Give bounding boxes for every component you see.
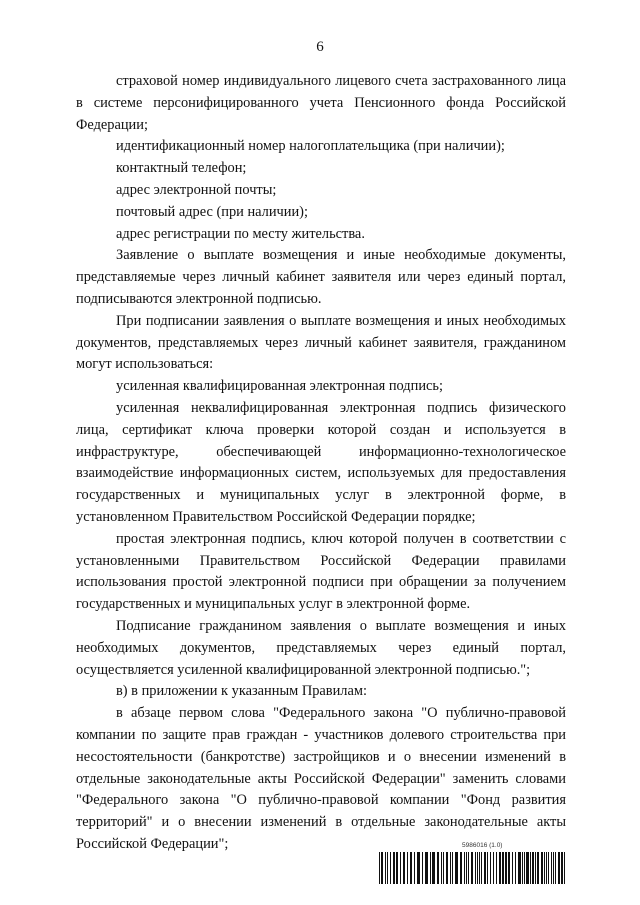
barcode-bar: [535, 852, 536, 884]
barcode-bar: [530, 852, 531, 884]
barcode-bar: [468, 852, 469, 884]
barcode-bar: [553, 852, 554, 884]
barcode-bar: [422, 852, 423, 884]
barcode-bar: [532, 852, 534, 884]
barcode-bar: [450, 852, 451, 884]
paragraph-inn: идентификационный номер налогоплательщика (при наличии);: [116, 138, 505, 155]
barcode-bar: [564, 852, 565, 884]
barcode-bar: [490, 852, 491, 884]
barcode-bar: [502, 852, 504, 884]
barcode-bar: [551, 852, 552, 884]
barcode-bar: [410, 852, 412, 884]
barcode-bar: [425, 852, 428, 884]
barcode-bar: [396, 852, 398, 884]
barcode-bar: [512, 852, 513, 884]
barcode-block: [378, 842, 568, 890]
paragraph-unqualified-signature: усиленная неквалифицированная электронная подпись физического лица, сертификат ключа проверки которой создан и используется в инфраструктуре, обеспечивающей информационно-технологическое взаимодействие информационных систем, используемых для предоставления государственных и муниципальных услуг в электронной форме, в установленном Правительством Российской Федерации порядке;: [76, 399, 566, 525]
barcode-bar: [524, 852, 525, 884]
paragraph-appendix: в) в приложении к указанным Правилам:: [116, 683, 367, 700]
barcode-bar: [561, 852, 563, 884]
barcode-bar: [496, 852, 497, 884]
barcode-bar: [477, 852, 478, 884]
barcode-bar: [555, 852, 556, 884]
barcode-bar: [541, 852, 543, 884]
barcode-bar: [479, 852, 480, 884]
barcode-bar: [505, 852, 507, 884]
barcode-bar: [430, 852, 431, 884]
barcode-icon: [378, 852, 568, 884]
paragraph-email: адрес электронной почты;: [116, 181, 277, 198]
paragraph-replacement: в абзаце первом слова "Федерального закона "О публично-правовой компании по защите прав граждан - участников долевого строительства при несостоятельности (банкротстве) застройщиков и о внесении изменений в отдельные законодательные акты Российской Федерации" заменить словами "Федерального закона "О публично-правовой компании "Фонд развития территорий" и о внесении изменений в отдельные законодательные акты Российской Федерации";: [76, 705, 566, 852]
barcode-bar: [508, 852, 510, 884]
paragraph-qualified-signature: усиленная квалифицированная электронная подпись;: [116, 378, 443, 395]
paragraph-signature-requirement: Заявление о выплате возмещения и иные необходимые документы, представляемые через личный кабинет заявителя или через единый портал, подписываются электронной подписью.: [76, 247, 566, 307]
document-body: [76, 71, 566, 856]
barcode-bar: [441, 852, 442, 884]
barcode-bar: [558, 852, 560, 884]
barcode-bar: [400, 852, 401, 884]
paragraph-simple-signature: простая электронная подпись, ключ которой получен в соответствии с установленными Правительством Российской Федерации правилами использования простой электронной подписи при обращении за получением государственных и муниципальных услуг в электронной форме.: [76, 530, 566, 613]
barcode-bar: [548, 852, 549, 884]
barcode-bar: [446, 852, 448, 884]
barcode-bar: [381, 852, 383, 884]
barcode-bar: [475, 852, 476, 884]
barcode-bar: [515, 852, 516, 884]
barcode-bar: [471, 852, 473, 884]
barcode-bar: [522, 852, 523, 884]
page-number: 6: [316, 39, 324, 55]
barcode-bar: [417, 852, 420, 884]
barcode-bar: [455, 852, 458, 884]
paragraph-phone: контактный телефон;: [116, 160, 247, 177]
paragraph-postal-address: почтовый адрес (при наличии);: [116, 203, 308, 220]
barcode-bar: [385, 852, 386, 884]
barcode-bar: [437, 852, 439, 884]
barcode-bar: [487, 852, 488, 884]
barcode-bar: [379, 852, 380, 884]
barcode-bar: [443, 852, 444, 884]
barcode-bar: [414, 852, 415, 884]
barcode-bar: [544, 852, 545, 884]
barcode-bar: [493, 852, 494, 884]
barcode-bar: [537, 852, 539, 884]
barcode-caption: 5986016 (1.0): [462, 842, 503, 849]
barcode-bar: [526, 852, 529, 884]
barcode-bar: [393, 852, 395, 884]
barcode-bar: [466, 852, 467, 884]
barcode-bar: [452, 852, 453, 884]
barcode-bar: [460, 852, 462, 884]
barcode-bar: [484, 852, 486, 884]
barcode-bar: [390, 852, 391, 884]
barcode-bar: [546, 852, 547, 884]
barcode-bar: [432, 852, 435, 884]
barcode-bar: [518, 852, 521, 884]
barcode-bar: [387, 852, 388, 884]
paragraph-snils: страховой номер индивидуального лицевого счета застрахованного лица в системе персонифицированного учета Пенсионного фонда Российской Федерации;: [76, 73, 566, 133]
paragraph-portal-signing: Подписание гражданином заявления о выплате возмещения и иных необходимых документов, представляемых через единый портал, осуществляется усиленной квалифицированной электронной подписью.";: [76, 617, 566, 678]
barcode-bar: [407, 852, 408, 884]
barcode-bar: [403, 852, 405, 884]
paragraph-signing-options: При подписании заявления о выплате возмещения и иных необходимых документов, представляемых через личный кабинет заявителя, гражданином могут использоваться:: [76, 312, 566, 373]
barcode-bar: [481, 852, 482, 884]
barcode-bar: [499, 852, 501, 884]
barcode-bar: [464, 852, 465, 884]
paragraph-registration-address: адрес регистрации по месту жительства.: [116, 225, 365, 242]
